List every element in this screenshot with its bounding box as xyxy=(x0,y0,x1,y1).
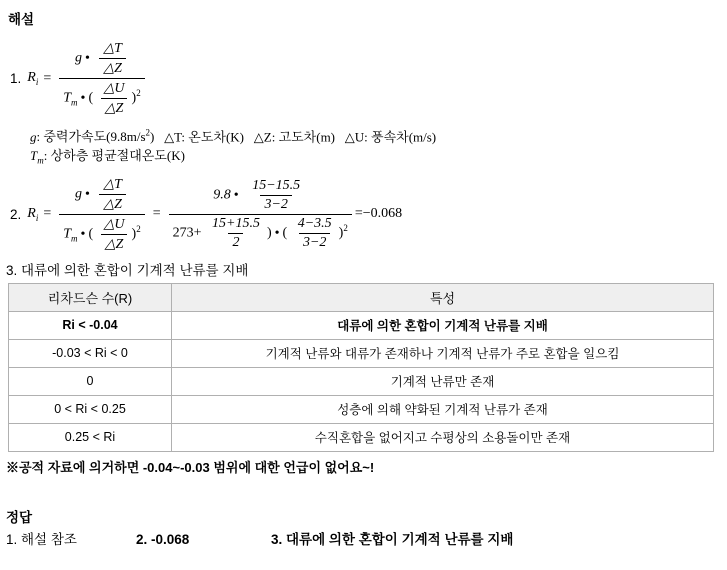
answer-line-3: 3. 대류에 의한 혼합이 기계적 난류를 지배 xyxy=(6,262,249,278)
table-row xyxy=(9,423,714,451)
inner-fraction-dT-dZ: $\frac{\triangle T}{\triangle Z}$ xyxy=(99,40,126,77)
table-cell-range: 0.25 < Ri xyxy=(9,423,172,451)
legend-line-2: $T_m$: 상하층 평균절대온도(K) xyxy=(30,148,185,166)
table-row xyxy=(9,367,714,395)
formula-item-1 xyxy=(10,40,727,117)
answer-1: 1. 해설 참조 xyxy=(6,531,77,547)
table-cell-range: 0 xyxy=(9,367,172,395)
table-row xyxy=(9,339,714,367)
table-cell-range: 0 < Ri < 0.25 xyxy=(9,395,172,423)
footnote: ※공적 자료에 의거하면 -0.04~-0.03 범위에 대한 언급이 없어요~! xyxy=(6,459,375,475)
symbol-legend xyxy=(30,127,727,168)
answer-row xyxy=(6,528,727,548)
equals-sign-2: = xyxy=(43,206,52,222)
fraction-main-2: g • $\frac{\triangle T}{\triangle Z}$ $T_m$ • ( $\frac{\triangle U}{\triangle Z}$ )$^2$ xyxy=(59,176,144,253)
legend-dZ: △Z xyxy=(253,129,272,145)
table-cell-desc: 수직혼합을 없어지고 수평상의 소용돌이만 존재 xyxy=(172,423,714,451)
legend-dU-def: : 풍속차(m/s) xyxy=(364,129,437,145)
answer-3: 3. 대류에 의한 혼합이 기계적 난류를 지배 xyxy=(271,531,514,547)
table-cell-desc: 기계적 난류와 대류가 존재하나 기계적 난류가 주로 혼합을 일으킴 xyxy=(172,339,714,367)
legend-dT-def: : 온도차(K) xyxy=(181,129,244,145)
numeric-dT-dZ: $\frac{15-15.5}{3-2}$ xyxy=(252,177,301,212)
table-row xyxy=(9,311,714,339)
legend-dT: △T xyxy=(164,129,182,145)
table-cell-desc: 기계적 난류만 존재 xyxy=(172,367,714,395)
fraction-numerator: g • $\frac{\triangle T}{\triangle Z}$ xyxy=(71,40,133,78)
table-cell-range: Ri < -0.04 xyxy=(9,311,172,339)
legend-dZ-def: : 고도차(m) xyxy=(271,129,336,145)
fraction-denominator: $T_m$ • ( $\frac{\triangle U}{\triangle Z}$ )$^2$ xyxy=(59,78,144,117)
table-cell-desc: 성층에 의해 약화된 기계적 난류가 존재 xyxy=(172,395,714,423)
document-page xyxy=(0,8,727,570)
equals-sign-3: = xyxy=(152,206,161,222)
item-2-number: 2. xyxy=(10,206,22,222)
fraction-main xyxy=(59,40,144,117)
item-1-number: 1. xyxy=(10,71,22,86)
numeric-T-base: 273+ xyxy=(172,225,202,241)
legend-dU: △U xyxy=(344,129,365,145)
inner-fraction-dU-dZ: $\frac{\triangle U}{\triangle Z}$ xyxy=(100,80,129,117)
symbol-Ri-2: $R_i$ xyxy=(27,205,39,223)
formula-2 xyxy=(27,176,402,253)
table-cell-desc: 대류에 의한 혼합이 기계적 난류를 지배 xyxy=(172,311,714,339)
fraction-numeric: 9.8 • $\frac{15-15.5}{3-2}$ 273+ $\frac{15+15.5}{2}$ ) • ( $\frac{4-3.5}{3-2}$ )$^2$ xyxy=(169,178,352,251)
equals-sign: = xyxy=(43,70,52,86)
table-header-richardson: 리차드슨 수(R) xyxy=(9,283,172,311)
table-header-characteristic: 특성 xyxy=(172,283,714,311)
legend-g-def: : 중력가속도$(9.8m/s^2)$ xyxy=(36,128,155,145)
section-heading-explanation: 해설 xyxy=(8,12,35,27)
legend-Tm-def: : 상하층 평균절대온도(K) xyxy=(43,148,185,164)
numeric-dU-dZ: $\frac{4-3.5}{3-2}$ xyxy=(297,215,332,250)
legend-line-1: g: 중력가속도$(9.8m/s^2)$ △T: 온도차(K) △Z: 고도차(m) △U: 풍속차(m/s) xyxy=(30,128,437,145)
numeric-Tm: $\frac{15+15.5}{2}$ xyxy=(212,215,260,250)
section-heading-answer: 정답 xyxy=(6,509,33,525)
formula-item-2 xyxy=(10,176,727,253)
answer-2: 2. -0.068 xyxy=(136,531,190,547)
table-row xyxy=(9,395,714,423)
formula-1 xyxy=(27,40,147,117)
richardson-number-table xyxy=(8,283,714,452)
table-header-row xyxy=(9,283,714,311)
formula-result: =−0.068 xyxy=(354,206,403,222)
table-cell-range: -0.03 < Ri < 0 xyxy=(9,339,172,367)
symbol-Ri: $R_i$ xyxy=(27,70,39,87)
